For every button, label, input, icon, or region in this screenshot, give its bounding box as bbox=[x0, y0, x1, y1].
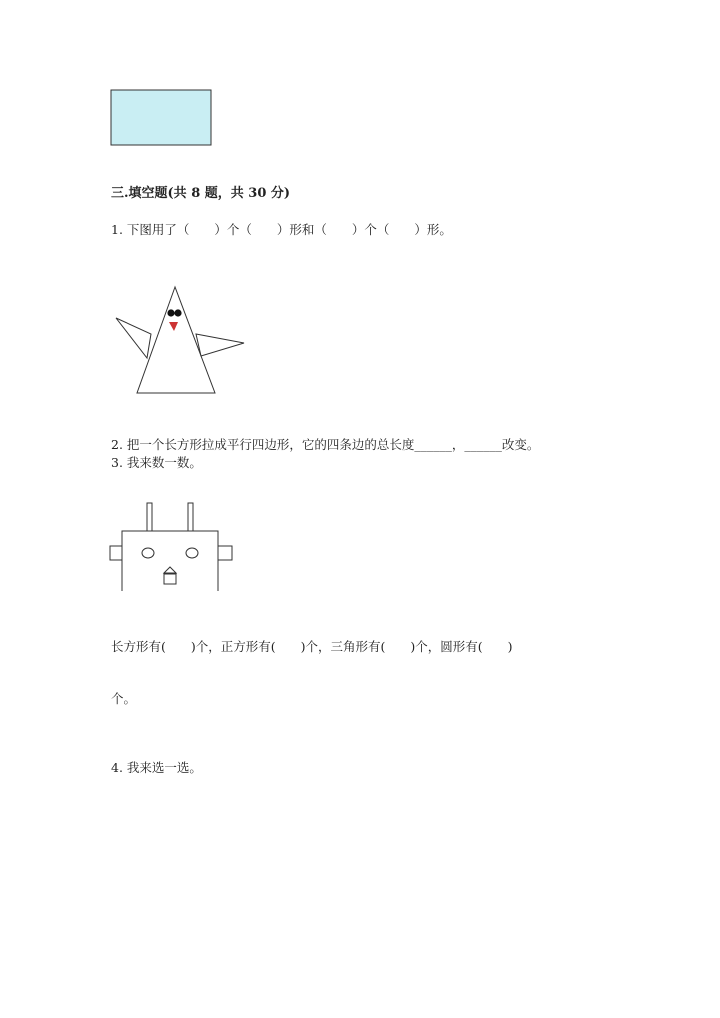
robot-right-antenna bbox=[188, 503, 193, 531]
question-3-answer-tail: 个。 bbox=[111, 691, 137, 706]
robot-right-eye-circle bbox=[186, 548, 198, 558]
robot-mouth-square bbox=[164, 574, 176, 584]
robot-left-ear-square bbox=[110, 546, 122, 560]
robot-head-rectangle bbox=[122, 531, 218, 591]
cyan-rectangle bbox=[111, 90, 211, 145]
bird-beak bbox=[169, 322, 178, 331]
right-wing-triangle bbox=[196, 334, 244, 356]
question-4: 4. 我来选一选。 bbox=[111, 760, 202, 775]
robot-left-eye-circle bbox=[142, 548, 154, 558]
left-wing-triangle bbox=[116, 318, 151, 358]
bird-body-triangle bbox=[137, 287, 215, 393]
section-heading: 三.填空题(共 8 题，共 30 分) bbox=[111, 186, 291, 201]
robot-nose-triangle bbox=[164, 567, 176, 573]
question-2: 2. 把一个长方形拉成平行四边形，它的四条边的总长度______，______改变。 bbox=[111, 437, 540, 452]
bird-right-eye bbox=[174, 309, 181, 316]
question-3: 3. 我来数一数。 bbox=[111, 455, 202, 470]
bird-left-eye bbox=[167, 309, 174, 316]
robot-right-ear-square bbox=[218, 546, 232, 560]
question-3-answer-line: 长方形有( )个，正方形有( )个，三角形有( )个，圆形有( ) bbox=[111, 639, 513, 654]
robot-left-antenna bbox=[147, 503, 152, 531]
question-1: 1. 下图用了（ ）个（ ）形和（ ）个（ ）形。 bbox=[111, 222, 452, 237]
